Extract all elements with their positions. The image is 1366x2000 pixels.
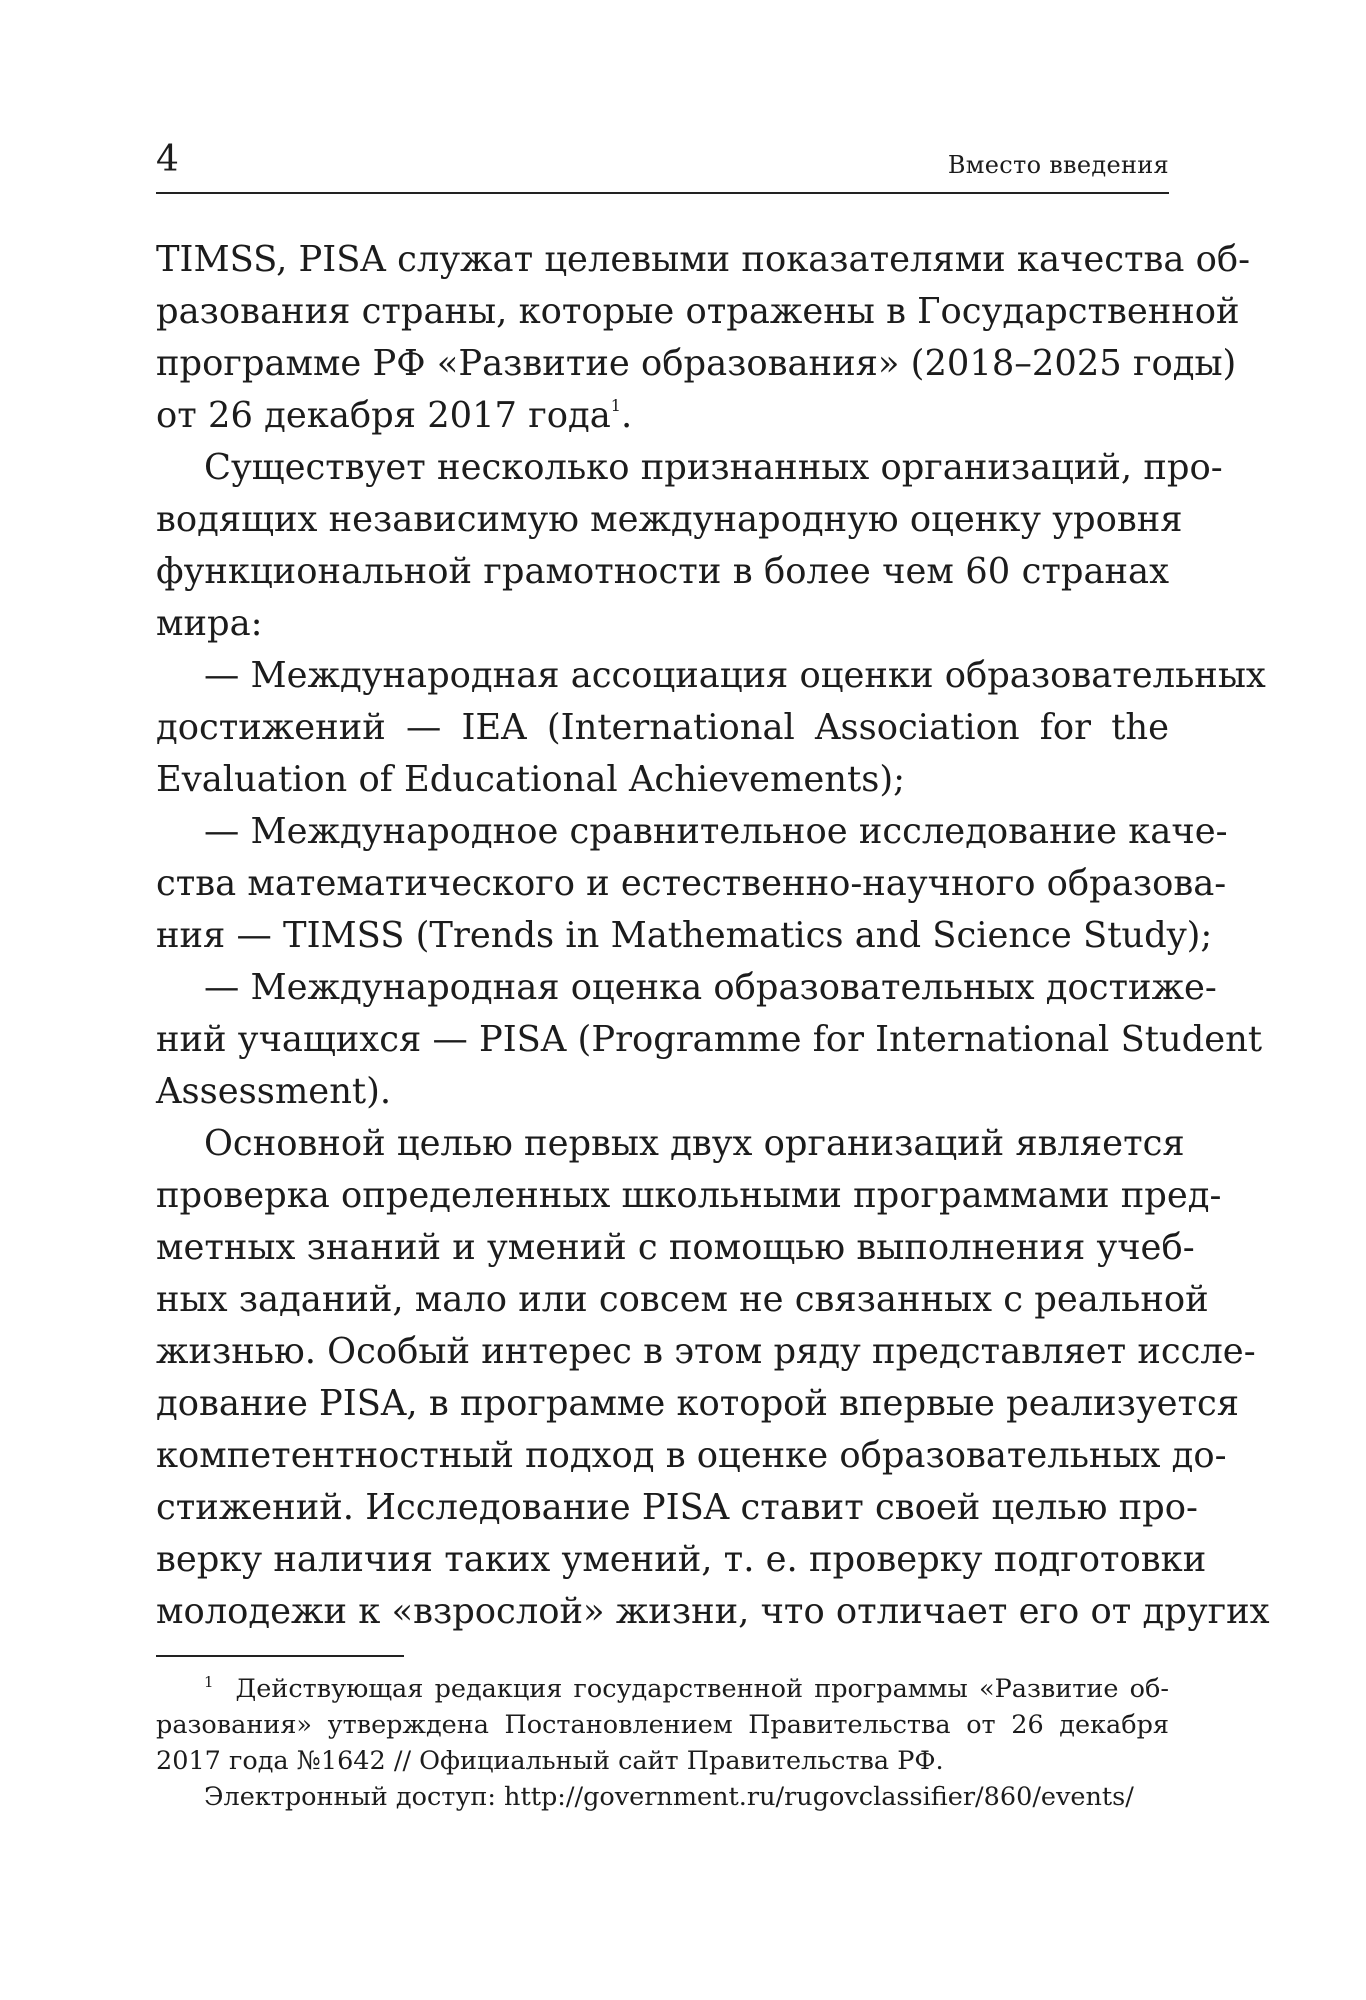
text-line: жизнью. Особый интерес в этом ряду представляет иссле- xyxy=(156,1331,1256,1372)
footnote-divider xyxy=(156,1655,404,1657)
text-line: Основной целью первых двух организаций является xyxy=(204,1123,1185,1164)
text-line: компетентностный подход в оценке образовательных до- xyxy=(156,1435,1227,1476)
text-line: проверка определенных школьными программами пред- xyxy=(156,1175,1222,1216)
text-line xyxy=(156,390,1169,442)
footnote-line: разования» утверждена Постановлением Правительства от 26 декабря xyxy=(156,1710,1169,1740)
book-page xyxy=(156,0,1270,2000)
list-item-iea xyxy=(156,650,1266,806)
text-line: ных заданий, мало или совсем не связанных с реальной xyxy=(156,1279,1209,1320)
text-fragment: . xyxy=(620,395,633,436)
text-line: — Международное сравнительное исследование каче- xyxy=(204,811,1228,852)
text-line: Evaluation of Educational Achievements); xyxy=(156,759,905,800)
footnote-marker: 1 xyxy=(204,1673,214,1691)
text-line: функциональной грамотности в более чем 60 странах xyxy=(156,551,1169,592)
text-line: молодежи к «взрослой» жизни, что отличает его от других xyxy=(156,1591,1270,1632)
text-line: Assessment). xyxy=(156,1071,392,1112)
text-line: ства математического и естественно-научного образова- xyxy=(156,863,1227,904)
text-line: мира: xyxy=(156,603,263,644)
paragraph-2 xyxy=(156,442,1223,650)
running-head: Вместо введения xyxy=(947,151,1169,179)
paragraph-6 xyxy=(156,1118,1270,1638)
text-fragment: Действующая редакция государственной программы «Развитие об- xyxy=(235,1674,1169,1704)
text-line: TIMSS, PISA служат целевыми показателями качества об- xyxy=(156,239,1251,280)
page-number: 4 xyxy=(156,139,179,180)
list-item-timss xyxy=(156,806,1228,962)
footnote-line: Электронный доступ: http://government.ru/rugovclassifier/860/events/ xyxy=(204,1782,1134,1812)
text-line: метных знаний и умений с помощью выполнения учеб- xyxy=(156,1227,1195,1268)
text-line: — Международная оценка образовательных достиже- xyxy=(204,967,1217,1008)
footnote-reference: 1 xyxy=(610,396,621,415)
list-item-pisa xyxy=(156,962,1263,1118)
text-line: достижений — IEA (International Association for the xyxy=(156,707,1169,748)
text-line: ний учащихся — PISA (Programme for International Student xyxy=(156,1019,1263,1060)
paragraph-1 xyxy=(156,234,1251,442)
text-line: дование PISA, в программе которой впервые реализуется xyxy=(156,1383,1240,1424)
footnote-line: 2017 года №1642 // Официальный сайт Правительства РФ. xyxy=(156,1746,944,1776)
text-line: разования страны, которые отражены в Государственной xyxy=(156,291,1240,332)
page-header xyxy=(156,136,1169,194)
text-line: — Международная ассоциация оценки образовательных xyxy=(204,655,1266,696)
text-line: программе РФ «Развитие образования» (2018–2025 годы) xyxy=(156,343,1237,384)
text-line: ния — TIMSS (Trends in Mathematics and Science Study); xyxy=(156,915,1213,956)
body-text xyxy=(156,234,1270,1638)
text-line: Существует несколько признанных организаций, про- xyxy=(204,447,1223,488)
footnote xyxy=(156,1671,1169,1815)
text-line: верку наличия таких умений, т. е. проверку подготовки xyxy=(156,1539,1207,1580)
text-line: водящих независимую международную оценку уровня xyxy=(156,499,1183,540)
text-line: стижений. Исследование PISA ставит своей целью про- xyxy=(156,1487,1198,1528)
text-fragment: от 26 декабря 2017 года xyxy=(156,395,611,436)
footnote-line xyxy=(156,1671,1169,1707)
